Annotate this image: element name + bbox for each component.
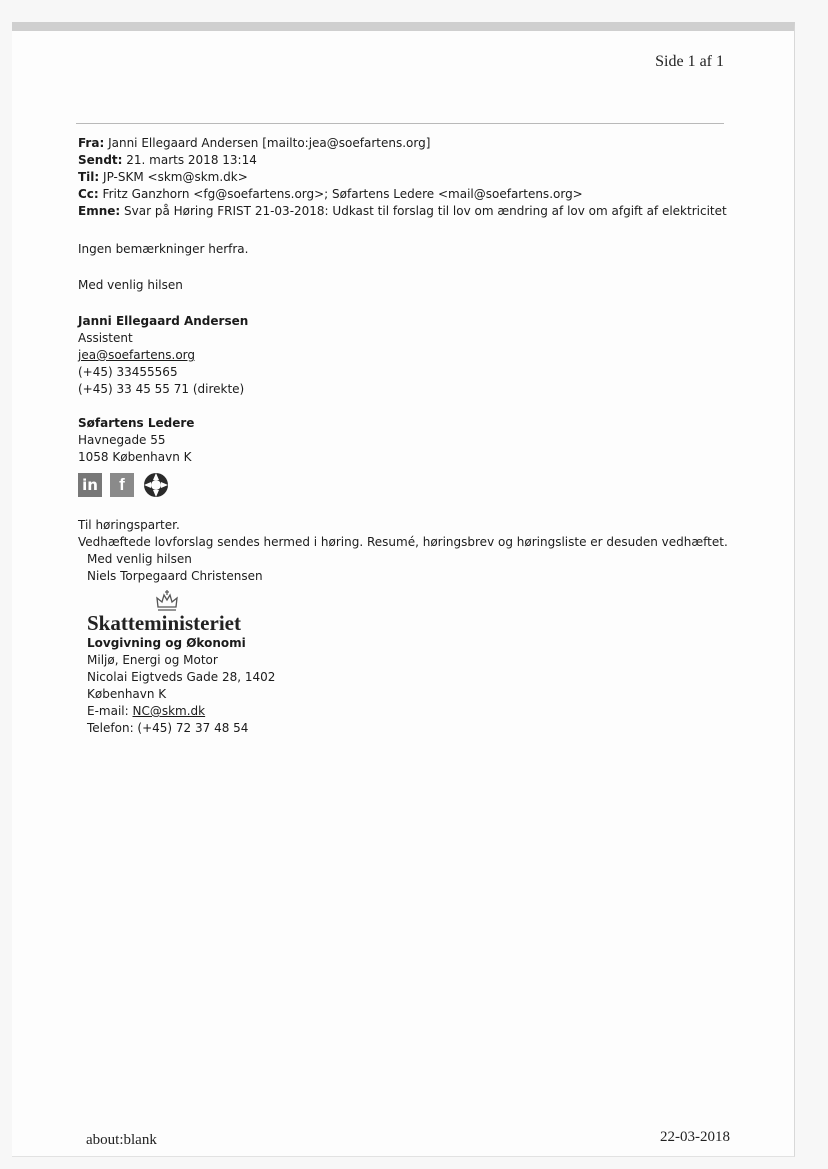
header-from: Fra: Janni Ellegaard Andersen [mailto:jea@soefartens.org] — [78, 136, 431, 150]
ministry-name: Skatteministeriet — [87, 611, 241, 635]
email-message — [78, 135, 778, 737]
header-cc: Cc: Fritz Ganzhorn <fg@soefartens.org>; Søfartens Ledere <mail@soefartens.org> — [78, 187, 583, 201]
signature-name: Janni Ellegaard Andersen — [78, 314, 249, 328]
crown-logo-icon — [154, 589, 180, 613]
page-number: Side 1 af 1 — [655, 53, 724, 70]
signature-block — [78, 313, 778, 499]
header-sent: Sendt: 21. marts 2018 13:14 — [78, 153, 257, 167]
ministry-address: Nicolai Eigtveds Gade 28, 1402 — [87, 670, 276, 684]
footer-date: 22-03-2018 — [660, 1129, 730, 1145]
body-text: Ingen bemærkninger herfra. — [78, 242, 249, 256]
forwarded-message — [78, 517, 778, 737]
department-name: Lovgivning og Økonomi — [87, 636, 246, 650]
header-divider — [76, 123, 724, 124]
footer-url: about:blank — [86, 1132, 157, 1148]
forwarded-salutation: Til høringsparter. — [78, 518, 180, 532]
document-page — [12, 22, 795, 1157]
organization-street: Havnegade 55 — [78, 433, 166, 447]
signature-phone-direct: (+45) 33 45 55 71 (direkte) — [78, 382, 245, 396]
forwarded-greeting: Med venlig hilsen — [87, 552, 192, 566]
ministry-email: E-mail: NC@skm.dk — [87, 704, 206, 718]
signature-email-link[interactable]: jea@soefartens.org — [78, 348, 195, 362]
forwarded-text: Vedhæftede lovforslag sendes hermed i høring. Resumé, høringsbrev og høringsliste er desuden vedhæftet. — [78, 535, 728, 549]
web-icon[interactable] — [142, 471, 170, 499]
organization-city: 1058 København K — [78, 450, 192, 464]
header-to: Til: JP-SKM <skm@skm.dk> — [78, 170, 248, 184]
header-subject: Emne: Svar på Høring FRIST 21-03-2018: Udkast til forslag til lov om ændring af lov om afgift af elektricitet — [78, 204, 727, 218]
linkedin-icon[interactable]: in — [78, 473, 102, 497]
forwarded-sender-name: Niels Torpegaard Christensen — [87, 569, 263, 583]
ministry-city: København K — [87, 687, 167, 701]
signature-title: Assistent — [78, 331, 133, 345]
facebook-icon[interactable]: f — [110, 473, 134, 497]
organization-name: Søfartens Ledere — [78, 416, 195, 430]
body-greeting: Med venlig hilsen — [78, 278, 183, 292]
signature-phone: (+45) 33455565 — [78, 365, 178, 379]
department-unit: Miljø, Energi og Motor — [87, 653, 218, 667]
ministry-phone: Telefon: (+45) 72 37 48 54 — [87, 721, 249, 735]
email-header — [78, 135, 778, 220]
ministry-email-link[interactable]: NC@skm.dk — [132, 704, 206, 718]
social-links — [78, 471, 778, 499]
